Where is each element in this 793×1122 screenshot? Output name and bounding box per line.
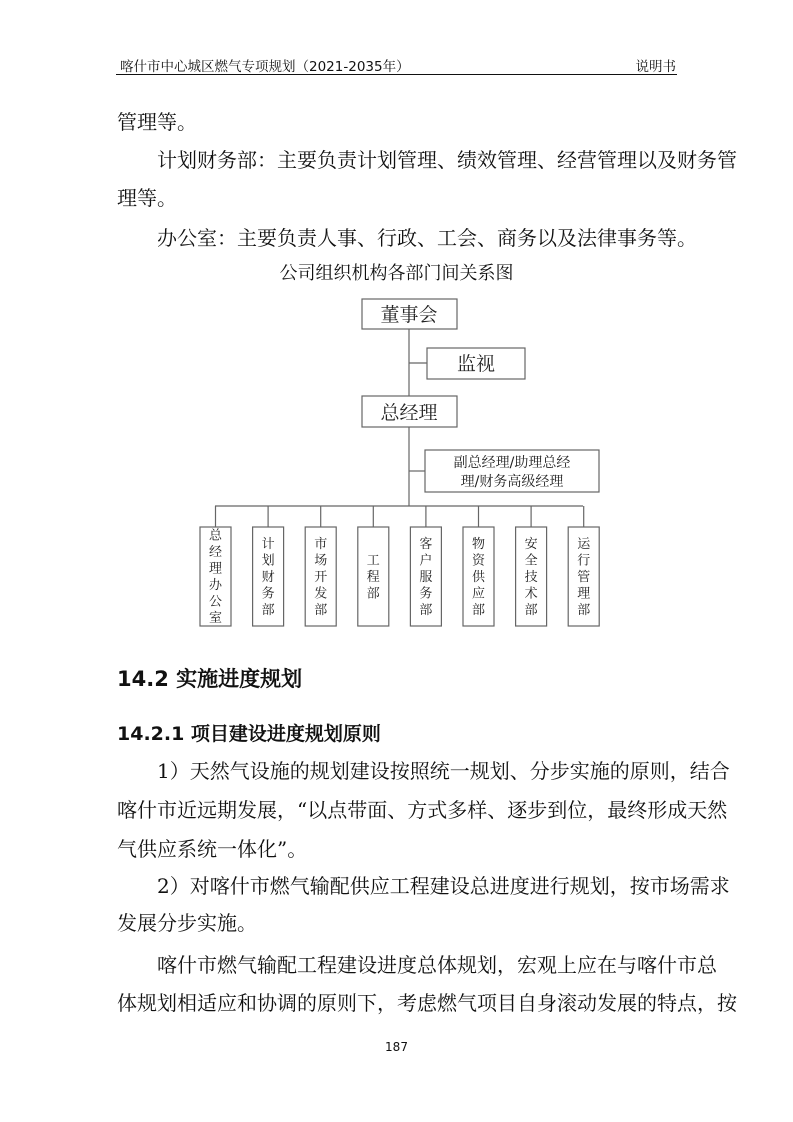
board-label: 董事会	[380, 304, 438, 326]
department-label: 物资供应部	[471, 536, 486, 618]
paragraph-line: 计划财务部：主要负责计划管理、绩效管理、经营管理以及财务管	[157, 148, 737, 172]
section-heading: 14.2 实施进度规划	[117, 667, 303, 691]
subsection-heading: 14.2.1 项目建设进度规划原则	[117, 723, 381, 745]
paragraph-line: 气供应系统一体化”。	[117, 837, 308, 861]
paragraph-line: 管理等。	[117, 110, 197, 134]
department-label: 计划财务部	[261, 536, 275, 618]
general-manager-label: 总经理	[380, 402, 438, 424]
paragraph-line: 理等。	[117, 186, 177, 210]
department-label: 运行管理部	[577, 536, 591, 618]
paragraph-line: 喀什市近远期发展，“以点带面、方式多样、逐步到位，最终形成天然	[117, 798, 728, 822]
header-title: 喀什市中心城区燃气专项规划（2021-2035年）	[120, 59, 410, 75]
paragraph-line: 发展分步实施。	[117, 911, 257, 935]
deputy-manager-label-line: 理/财务高级经理	[460, 474, 564, 490]
paragraph-line: 体规划相适应和协调的原则下，考虑燃气项目自身滚动发展的特点，按	[117, 991, 737, 1015]
department-label: 安全技术部	[524, 536, 538, 618]
figure-caption: 公司组织机构各部门间关系图	[279, 263, 514, 284]
supervision-label: 监视	[456, 353, 496, 375]
department-label: 市场开发部	[314, 536, 328, 618]
paragraph-line: 2）对喀什市燃气输配供应工程建设总进度进行规划，按市场需求	[157, 874, 730, 898]
page-number: 187	[385, 1040, 408, 1054]
paragraph-line: 1）天然气设施的规划建设按照统一规划、分步实施的原则，结合	[157, 759, 730, 783]
department-label: 客户服务部	[419, 536, 433, 618]
department-label: 工程部	[366, 553, 380, 602]
paragraph-line: 喀什市燃气输配工程建设进度总体规划，宏观上应在与喀什市总	[157, 953, 717, 977]
header-doc-type: 说明书	[635, 59, 676, 75]
paragraph-line: 办公室：主要负责人事、行政、工会、商务以及法律事务等。	[157, 226, 697, 250]
deputy-manager-label-line: 副总经理/助理总经	[453, 455, 571, 471]
department-label: 总经理办公室	[208, 528, 223, 626]
